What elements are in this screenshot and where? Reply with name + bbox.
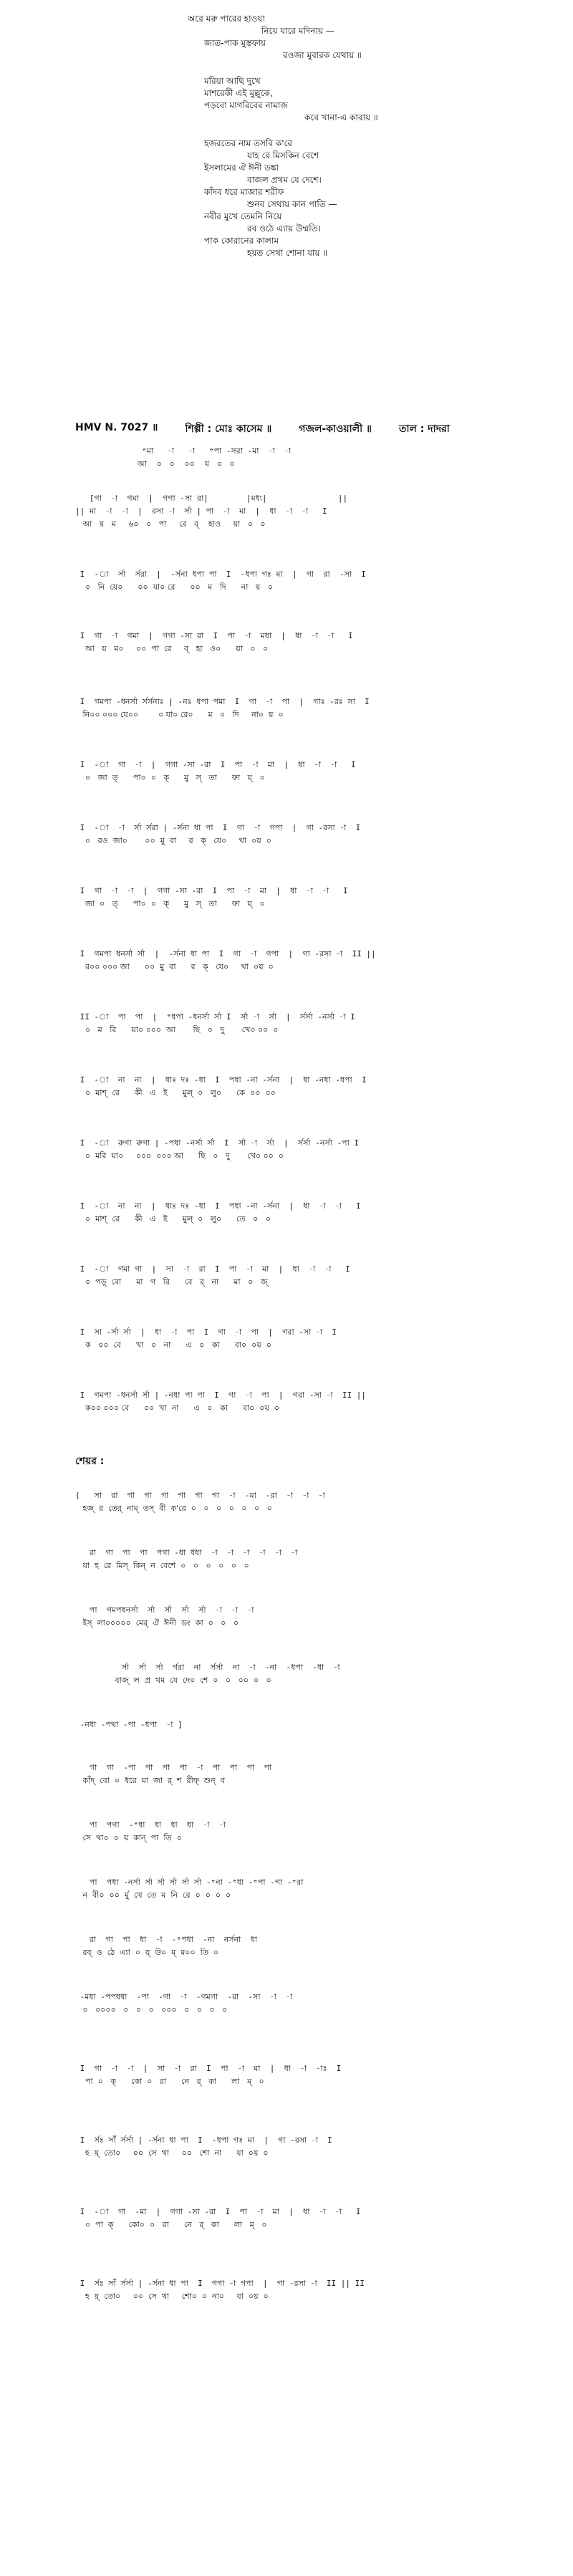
notation-lyric: ন বী০ ০০ র্মু খে তে ম নি রে ০ ০ ০ ০	[75, 1890, 231, 1900]
notation-line: I গা -া -া | গগা -সা -রা I পা -া মা | ধা -া -া I	[75, 886, 348, 895]
lyric-line: কাঁদব ধরে মাজার শরীফ	[204, 187, 284, 197]
notation-lyric: ০ জা ত্ পা০ ০ ক্ মু স্ তা ফা য়্ ০	[75, 773, 265, 782]
lyric-line: যাহ রে মিসকিন বেশে	[247, 150, 319, 160]
notation-lyric: কাঁদ্ বো ০ ধরে মা জা র্ শ রীফ্ শুন্ ব	[75, 1776, 225, 1785]
notation-line: ᵉমা -া -া ᵉপা -সরা -মা -া -া	[133, 446, 292, 456]
lyric-line: রওজা মুবারক যেথায় ॥	[283, 50, 362, 60]
record-info-row	[75, 420, 519, 438]
notation-lyric: হজ্ র তের্ নাম্ তস্ বী ক'রে ০ ০ ০ ০ ০ ০ ০	[75, 1504, 272, 1513]
notation-line: পা গমপধনর্সা র্সা র্সা র্সা র্সা -া -া -া	[75, 1605, 254, 1615]
notation-lyric: র০০ ০০০ জা ০০ মু বা র ক্ যে০ থা ০য় ০	[75, 962, 274, 971]
lyric-line: অরে মরু পারের হাওয়া	[188, 14, 265, 24]
notation-line: [গা -া গমা | গগা -সা রা| |মধ্য| ||	[75, 494, 348, 503]
notation-lyric: পা ০ ক্ কো ০ রা নে র্ কা লা ম্ ০	[75, 2077, 264, 2086]
notation-lyric: ০ ম রি য়া০ ০০০ আ ছি ০ দু খে০ ০০ ০	[75, 1025, 279, 1034]
notation-lyric: নি০০ ০০০ যে০০ ০ যা০ রে০ ম ০ দি না০ য় ০	[75, 710, 284, 719]
lyric-line: নিয়ে যারে মদিনায় —	[261, 26, 334, 36]
notation-lyric: আ য় ম০ ০০ পা রে ব্ হা ও০ য়া ০ ০	[75, 644, 269, 653]
notation-lyric: ০ রও জা০ ০০ মু বা র ক্ যে০ থা ০য় ০	[75, 836, 271, 845]
artist-name: শিল্পী : মোঃ কাসেম ॥	[185, 423, 272, 435]
notation-lyric: হ য়্ তো০ ০০ সে থা ০০ শো না যা ০য় ০	[75, 2148, 269, 2158]
notation-lyric: ০ পা ক্ কো০ ০ রা নে র্ কা লা ম্ ০	[75, 2220, 267, 2229]
lyric-line: পাক কোরানের কালাম	[204, 236, 279, 246]
lyric-line: হয়ত সেথা শোনা যায় ॥	[247, 248, 328, 258]
notation-line: রা গা পা পা পগা -ধা ধধা -া -া -া -া -া -া	[75, 1548, 298, 1557]
notation-line: I গা -া -া | সা -া রা I পা -া মা | ধা -া -াঃ I	[75, 2064, 342, 2073]
notation-line: I গমপা ধনর্সা র্সা | -র্সনা ধা পা I গা -া গপা | গা -রসা -া II ||	[75, 949, 376, 958]
notation-lyric: আ ০ ০ ০০ য় ০ ০	[133, 459, 235, 468]
notation-lyric: ইস্ লা০০০০০ মের্ ঐ ঈনী ডং কা ০ ০ ০	[75, 1618, 239, 1628]
notation-line: I গা -া গমা | গগা -সা রা I পা -া মধা | ধা -া -া I	[75, 631, 353, 640]
notation-lyric: আ য় ম ৬০ ০ পা রে ব্ হাও য়া ০ ০	[75, 519, 266, 529]
notation-line: I গমপা -ধনর্সা র্সা | -নধা পা পা I গা -া পা | গরা -সা -া II ||	[75, 1390, 366, 1400]
lyric-line: ইসলামের ঐ ঈনী ডঙ্কা	[204, 163, 279, 173]
notation-line: I গমপা -ধনর্সা র্সর্সনাঃ | -নঃ ধপা পমা I গা -া পা | গাঃ -রঃ সা I	[75, 697, 370, 706]
notation-line: I -া রুগা রুগা | -পধা -নর্সা র্সা I র্সা -া র্সা | র্সর্সা -নর্সা -পা I	[75, 1138, 360, 1148]
lyric-line: মাশরেকী এই মুল্লুকে,	[204, 88, 273, 98]
notation-line: পা পধা -নর্সা র্সা র্সা র্সা র্সা র্সা -ᵉনা -ᵉধা -ᵉপা -গা -ᵉরা	[75, 1878, 304, 1887]
lyric-line: হজরতের নাম তসবি ক'রে	[204, 138, 293, 148]
notation-lyric: ক ০০ বে খা ০ না এ ০ কা বা০ ০য় ০	[75, 1340, 271, 1350]
notation-line: I সা -র্সা র্সা | ধা -া পা I গা -া পা | গরা -সা -া I	[75, 1327, 337, 1337]
notation-lyric: ০ পড়্ বো মা গ রি বে র্ না মা ০ জ্	[75, 1277, 268, 1287]
notation-line: I -া র্সা র্সরা | -র্সনা ধপা পা I -ধপা গঃ মা | গা রা -সা I	[75, 569, 366, 579]
lyric-line: নবীর মুখে তেমনি নিয়ে	[204, 211, 282, 221]
record-number: HMV N. 7027 ॥	[75, 422, 158, 433]
lyric-line: বাজল প্রথম যে দেশে।	[247, 175, 322, 185]
notation-lyric: রব্ ও ঠে এ্যা ০ য়্ উ০ ম্ ম০০ তি ০	[75, 1948, 219, 1957]
notation-line: I -া গা -মা | গগা -সা -রা I পা -া মা | ধা -া -া I	[75, 2207, 361, 2216]
lyric-line: পড়বো মাগরিবের নামাজ	[204, 100, 288, 110]
notation-lyric: ০ মাশ্ রে কী এ ই মুল্ ০ লু০ তে ০ ০	[75, 1214, 271, 1224]
notation-lyric: ০ মাশ্ রে কী এ ই মুল্ ০ লু০ কে ০০ ০০	[75, 1088, 276, 1097]
notation-line: র্সা র্সা র্সা র্গরা না র্সর্সা না -া -না -ধপা -ধা -া	[107, 1663, 340, 1672]
lyric-line: কবে খানা-এ কাবায় ॥	[304, 112, 378, 122]
notation-line: II -া পা পা | ᵉধপা -ধনর্সা র্সা I র্সা -া র্সা | র্সর্সা -নর্সা -া I	[75, 1012, 355, 1022]
notation-lyric: বাজ্ ল প্র থম যে দে০ শে ০ ০ ০০ ০ ০	[107, 1676, 271, 1685]
notation-lyric: যা হ রে মিস্ কিন্ ন বেশে ০ ০ ০ ০ ০ ০	[75, 1561, 249, 1570]
notation-line: রা গা পা ধা -া -ᵉপধা -না নর্সনা ধা	[75, 1935, 257, 1944]
notation-line: I র্সঃ সাঁ র্সর্সা | -র্সনা ধা পা I গগা -া গপা | গা -রসা -া II || II	[75, 2279, 365, 2288]
taal-label: তাল : দাদরা	[398, 423, 450, 435]
notation-lyric: সে থা০ ০ য় কান্ পা তি ০	[75, 1833, 182, 1842]
notation-lyric: ০ নি য়ে০ ০০ যা০ রে ০০ ম দি না য় ০	[75, 582, 274, 592]
notation-lyric: হ য়্ তো০ ০০ সে থা শো০ ০ না০ যা ০য় ০	[75, 2292, 269, 2301]
notation-line: ( সা রা গা গা গা গা গা গা -া -মা -রা -া -া -া	[75, 1491, 325, 1500]
notation-line: I -া না না | ধাঃ দঃ -ধা I পধা -না -র্সনা | ধা -নধা -ধপা I	[75, 1075, 367, 1085]
notation-line: I র্সঃ সাঁ র্সর্সা | -র্সনা ধা পা I -ধপা গঃ মা | গা -রসা -া I	[75, 2135, 332, 2145]
notation-line: I -া না না | ধাঃ দঃ -ধা I পধা -না -র্সনা | ধা -া -া I	[75, 1201, 361, 1211]
lyric-line: শুনব সেথায় কান পাতি —	[247, 199, 337, 209]
notation-line: -মধা -পপধধা -পা -গা -া -গমগা -রা -সা -া -া	[75, 1992, 293, 2001]
lyric-line: জাত-পাক মুস্তফায়	[204, 38, 266, 48]
notation-line: I -া গা -া | গগা -সা -রা I পা -া মা | ধা -া -া I	[75, 760, 356, 769]
lyric-line: রব ওঠে এ্যায় উম্মতি।	[247, 224, 321, 234]
lyric-line: মরিয়া আছি দুখে	[204, 76, 261, 86]
notation-line: -নধা -পথা -পা -ধপা -া ]	[75, 1720, 183, 1729]
notation-line: I -া গমা গা | সা -া রা I পা -া মা | ধা -া -া I	[75, 1264, 350, 1274]
notation-lyric: জা ০ ত্ পা০ ০ ক্ মু স্ তা ফা য়্ ০	[75, 899, 265, 908]
notation-line: I -া -া র্সা র্সরা | -র্সনা ধা পা I গা -া গপা | গা -রসা -া I	[75, 823, 361, 832]
notation-lyric: ০ ০০০০ ০ ০ ০ ০০০ ০ ০ ০ ০	[75, 2005, 228, 2014]
notation-line: || মা -া -া | রসা -া র্সা | পা -া মা | ধা -া -া I	[75, 506, 327, 516]
genre-label: গজল-কাওয়ালী ॥	[299, 423, 372, 435]
notation-line: পা পগা -ᵉধা ধা ধা ধা -া -া	[75, 1820, 226, 1830]
notation-lyric: ক০০ ০০০ বে ০০ খা না এ ০ কা বা০ ০য় ০	[75, 1403, 280, 1413]
sheyar-heading: শেয়র :	[75, 1456, 105, 1467]
notation-lyric: ০ মরি য়া০ ০০০ ০০০ আ ছি ০ দু খে০ ০০ ০	[75, 1151, 284, 1160]
notation-line: গা গা -পা পা পা পা -া পা পা পা পা	[75, 1763, 272, 1772]
